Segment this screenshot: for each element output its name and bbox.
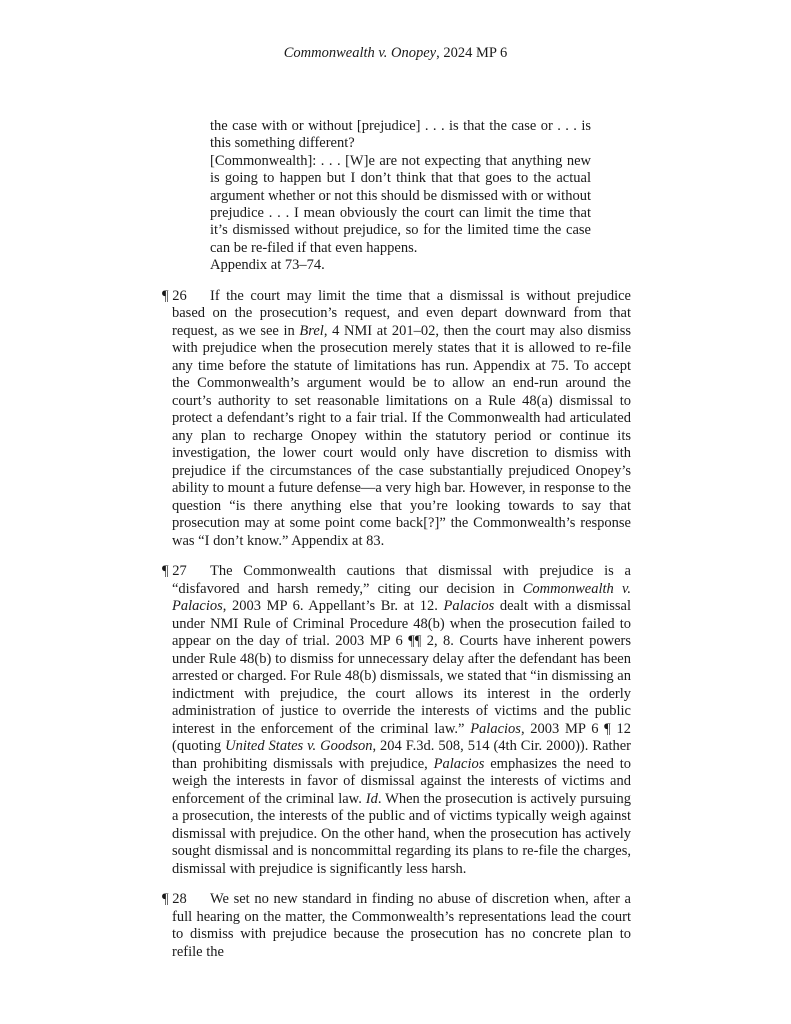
- paragraph-26: [162, 288, 631, 551]
- running-header: [0, 44, 791, 62]
- paragraph-number: ¶ 28: [162, 891, 187, 908]
- case-citation-italic: Palacios: [433, 755, 485, 772]
- case-citation-italic: Palacios: [470, 720, 521, 737]
- block-quote-line: [Commonwealth]: . . . [W]e are not expecting that anything new is going to happen but I don’t think that that goes to the actual argument whether or not this should be dismissed with or without prejudice . . . I mean obviously the court can limit the time that it’s dismissed without prejudice, so for the limited time the case can be re-filed if that even happens.: [210, 152, 591, 256]
- paragraph-number: ¶ 27: [162, 563, 187, 580]
- case-citation-italic: Palacios: [443, 598, 495, 615]
- case-citation-italic: Commonwealth v. Palacios: [172, 580, 632, 615]
- paragraph-number: ¶ 26: [162, 287, 187, 304]
- header-citation: , 2024 MP 6: [436, 45, 508, 61]
- paragraph-text: If the court may limit the time that a dismissal is without prejudice based on the prosecution’s request, and even depart downward from that request, as we see in Brel, 4 NMI at 201–02, then the court may also dismiss with prejudice when the prosecution merely states that it is allowed to re-file any time before the statute of limitations has run. Appendix at 75. To accept the Commonwealth’s argument would be to allow an end-run around the court’s authority to set reasonable limitations on a Rule 48(a) dismissal to protect a defendant’s right to a fair trial. If the Commonwealth had articulated any plan to recharge Onopey within the statutory period or continue its investigation, the lower court would only have discretion to dismiss with prejudice if the circumstances of the case substantially prejudiced Onopey’s ability to mount a future defense—a very high bar. However, in response to the question “is there anything else that you’re looking towards to say that prosecution may at some point come back[?]” the Commonwealth’s response was “I don’t know.” Appendix at 83.: [172, 287, 632, 549]
- block-quote: [210, 118, 591, 275]
- case-citation-italic: Brel: [299, 322, 324, 339]
- block-quote-line: the case with or without [prejudice] . . . is that the case or . . . is this something different?: [210, 118, 591, 152]
- header-case-name: Commonwealth v. Onopey: [283, 45, 437, 61]
- paragraph-27: [162, 563, 631, 878]
- paragraph-28: [162, 891, 631, 961]
- case-citation-italic: Id: [365, 790, 378, 807]
- case-citation-italic: United States v. Goodson: [225, 738, 373, 755]
- paragraph-text: The Commonwealth cautions that dismissal with prejudice is a “disfavored and harsh remedy,” citing our decision in Commonwealth v. Palacios, 2003 MP 6. Appellant’s Br. at 12. Palacios dealt with a dismissal under NMI Rule of Criminal Procedure 48(b) when the prosecution failed to appear on the day of trial. 2003 MP 6 ¶¶ 2, 8. Courts have inherent powers under Rule 48(b) to dismiss for unnecessary delay after the defendant has been arrested or charged. For Rule 48(b) dismissals, we stated that “in dismissing an indictment with prejudice, the court allows its interest in the orderly administration of justice to override the interests of victims and the public interest in the enforcement of the criminal law.” Palacios, 2003 MP 6 ¶ 12 (quoting United States v. Goodson, 204 F.3d. 508, 514 (4th Cir. 2000)). Rather than prohibiting dismissals with prejudice, Palacios emphasizes the need to weigh the interests in favor of dismissal against the interests of victims and enforcement of the criminal law. Id. When the prosecution is actively pursuing a prosecution, the interests of the public and of victims typically weigh against dismissal with prejudice. On the other hand, when the prosecution has actively sought dismissal and is noncommittal regarding its plans to re-file the charges, dismissal with prejudice is significantly less harsh.: [172, 563, 632, 877]
- paragraph-text: We set no new standard in finding no abuse of discretion when, after a full hearing on the matter, the Commonwealth’s representations lead the court to dismiss with prejudice because the prosecution has no concrete plan to refile the: [172, 891, 631, 960]
- block-quote-citation: Appendix at 73–74.: [210, 257, 325, 274]
- page-body: [162, 118, 631, 961]
